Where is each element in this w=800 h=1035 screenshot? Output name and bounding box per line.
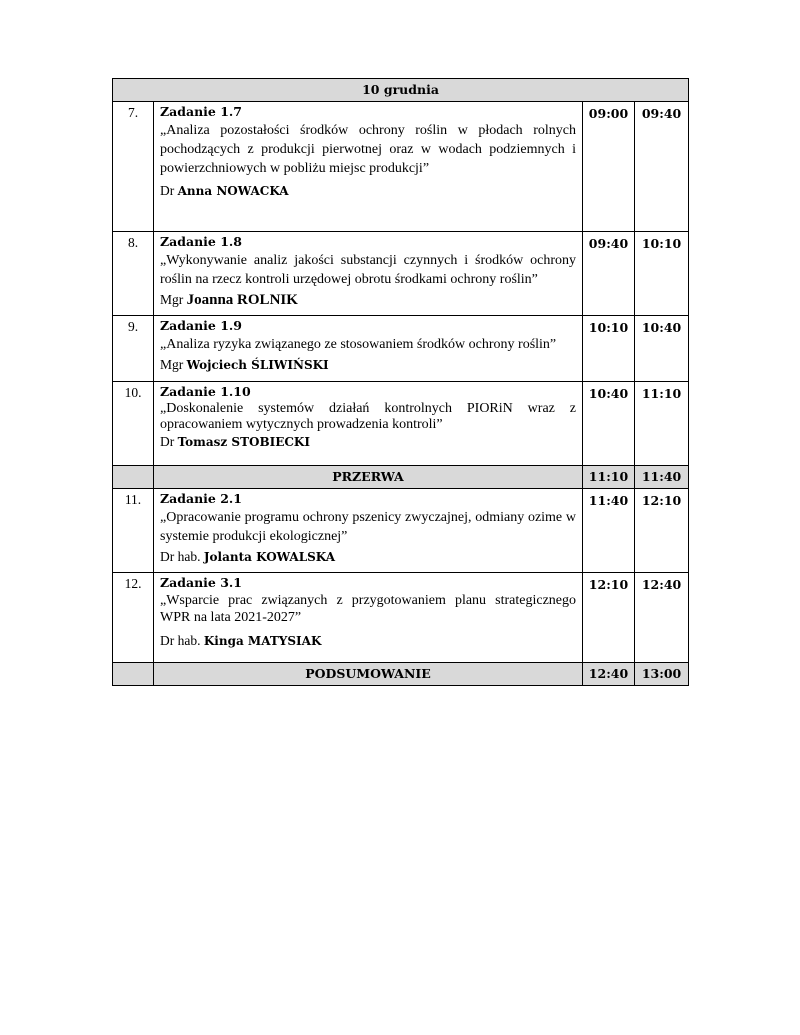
speaker-title: Dr hab. [160,549,201,564]
task-title: Zadanie 1.7 [160,104,242,119]
task-topic: „Wykonywanie analiz jakości substancji czynnych i środków ochrony roślin na rzecz kontroli urzędowej obrotu środkami ochrony roślin” [160,253,576,287]
session-number: 7. [113,102,154,232]
speaker [160,433,576,451]
task-title: Zadanie 1.8 [160,234,242,249]
task-title: Zadanie 1.9 [160,318,242,333]
break-number-cell [113,466,154,489]
speaker-title: Dr hab. [160,633,201,648]
session-details [154,489,583,573]
break-end-time: 11:40 [635,466,689,489]
task-topic: „Wsparcie prac związanych z przygotowaniem planu strategicznego WPR na lata 2021-2027” [160,593,576,625]
start-time: 12:10 [583,573,635,663]
task-topic: „Doskonalenie systemów działań kontrolnych PIORiN wraz z opracowaniem wytycznych prowadzenia kontroli” [160,401,576,432]
speaker [160,356,576,374]
speaker-name: Wojciech ŚLIWIŃSKI [186,358,329,372]
task-topic: „Opracowanie programu ochrony pszenicy zwyczajnej, odmiany ozime w systemie produkcji ekologicznej” [160,510,576,544]
end-time: 11:10 [635,382,689,466]
session-details [154,102,583,232]
speaker [160,632,576,650]
day-header-row [113,79,689,102]
summary-end-time: 13:00 [635,663,689,686]
task-title: Zadanie 3.1 [160,575,242,590]
session-row [113,316,689,382]
session-number: 11. [113,489,154,573]
session-number: 12. [113,573,154,663]
break-row [113,466,689,489]
start-time: 10:40 [583,382,635,466]
break-label: PRZERWA [154,466,583,489]
end-time: 12:40 [635,573,689,663]
speaker [160,182,576,200]
end-time: 09:40 [635,102,689,232]
speaker-name: Tomasz STOBIECKI [177,435,310,449]
speaker [160,548,576,566]
summary-start-time: 12:40 [583,663,635,686]
start-time: 09:40 [583,232,635,316]
speaker-title: Mgr [160,357,184,372]
speaker-name: Jolanta KOWALSKA [203,550,336,564]
start-time: 11:40 [583,489,635,573]
end-time: 10:10 [635,232,689,316]
session-number: 8. [113,232,154,316]
session-details [154,232,583,316]
session-details [154,573,583,663]
task-title: Zadanie 2.1 [160,491,242,506]
session-row [113,573,689,663]
session-details [154,382,583,466]
break-start-time: 11:10 [583,466,635,489]
start-time: 09:00 [583,102,635,232]
summary-row [113,663,689,686]
summary-number-cell [113,663,154,686]
end-time: 12:10 [635,489,689,573]
session-number: 9. [113,316,154,382]
summary-label: PODSUMOWANIE [154,663,583,686]
session-row [113,232,689,316]
task-topic: „Analiza ryzyka związanego ze stosowaniem środków ochrony roślin” [160,337,557,352]
task-topic: „Analiza pozostałości środków ochrony roślin w płodach rolnych pochodzących z produkcji pierwotnej oraz w wodach podziemnych i powierzchniowych w pobliżu miejsc produkcji” [160,123,576,176]
speaker [160,291,576,309]
session-row [113,489,689,573]
session-row [113,382,689,466]
session-details [154,316,583,382]
day-header: 10 grudnia [113,79,689,102]
session-row [113,102,689,232]
speaker-title: Dr [160,434,175,449]
session-number: 10. [113,382,154,466]
end-time: 10:40 [635,316,689,382]
speaker-title: Mgr [160,292,184,307]
agenda-table [112,78,689,686]
speaker-title: Dr [160,183,175,198]
task-title: Zadanie 1.10 [160,384,251,399]
start-time: 10:10 [583,316,635,382]
speaker-name: Kinga MATYSIAK [203,634,322,648]
speaker-name: Joanna ROLNIK [186,292,298,308]
speaker-name: Anna NOWACKA [177,184,289,198]
